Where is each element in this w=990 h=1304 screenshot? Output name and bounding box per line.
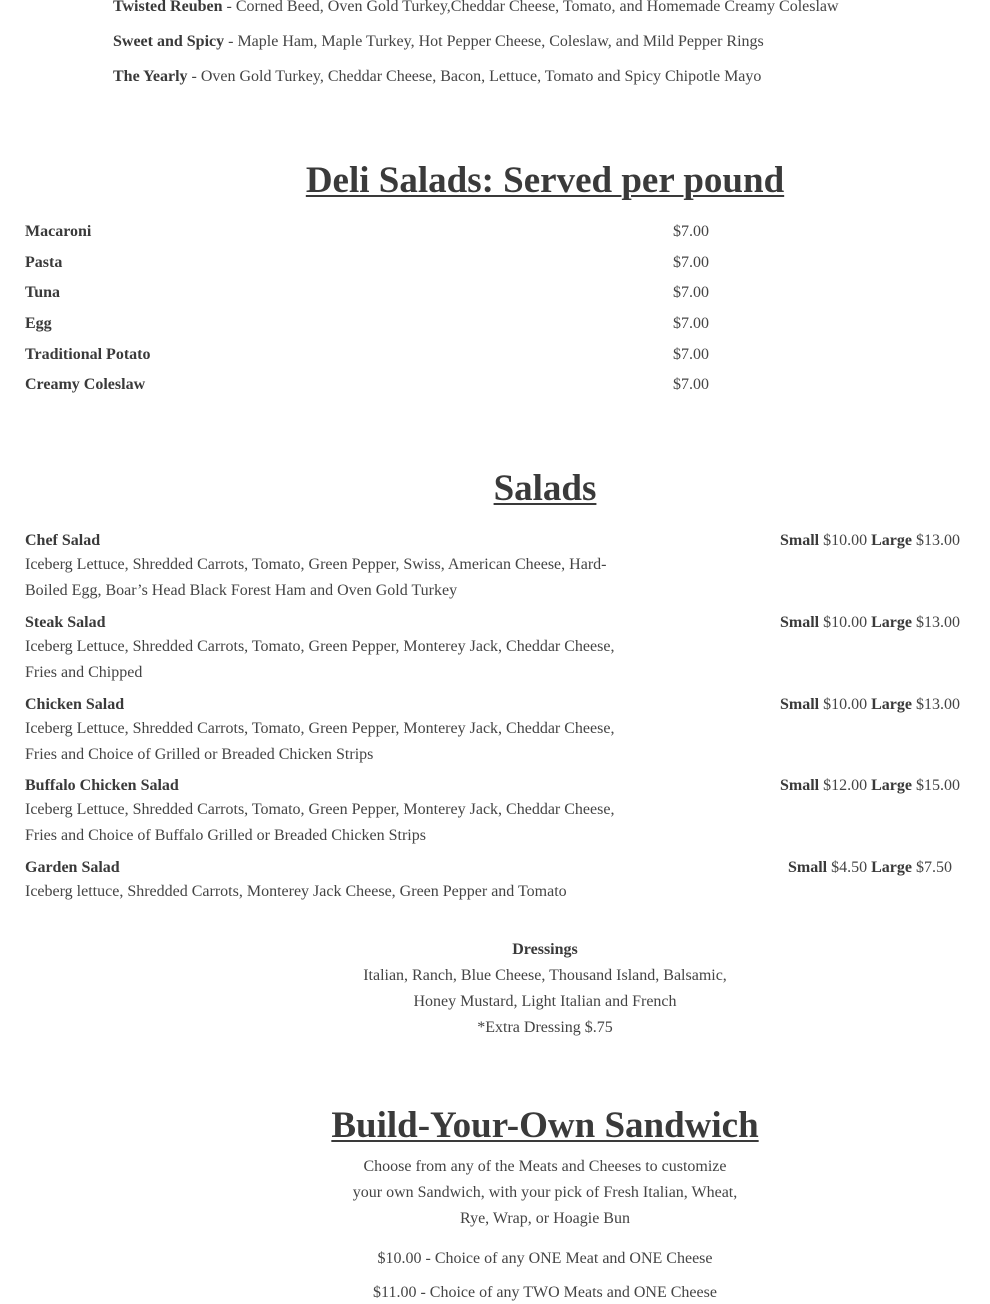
sandwich-desc: - Oven Gold Turkey, Cheddar Cheese, Bacon, Lettuce, Tomato and Spicy Chipotle Mayo: [187, 68, 762, 85]
sandwich-desc: - Corned Beed, Oven Gold Turkey,Cheddar Cheese, Tomato, and Homemade Creamy Coleslaw: [222, 0, 839, 15]
build-option: $11.00 - Choice of any TWO Meats and ONE Cheese: [373, 1284, 717, 1301]
deli-salad-name: Pasta: [25, 254, 63, 271]
deli-salad-row: [25, 374, 725, 396]
build-your-own-description: [0, 1154, 990, 1232]
build-option: $10.00 - Choice of any ONE Meat and ONE Cheese: [377, 1250, 713, 1267]
deli-salad-price: $7.00: [673, 284, 709, 301]
small-price: $10.00: [819, 696, 872, 713]
salad-name: Steak Salad: [25, 614, 106, 631]
salad-prices: [780, 775, 960, 797]
deli-salad-row: [25, 313, 725, 335]
sandwich-name: Sweet and Spicy: [113, 33, 225, 50]
large-label: Large: [871, 777, 912, 794]
large-label: Large: [871, 696, 912, 713]
small-price: $10.00: [819, 532, 872, 549]
small-price: $12.00: [819, 777, 872, 794]
small-price: $4.50: [827, 859, 872, 876]
salad-prices: [788, 857, 952, 879]
sandwich-item: [113, 67, 761, 87]
dressings-list-line: Honey Mustard, Light Italian and French: [413, 993, 677, 1010]
large-price: $7.50: [912, 859, 952, 876]
salad-name: Chef Salad: [25, 532, 101, 549]
large-label: Large: [871, 859, 912, 876]
deli-salad-row: [25, 252, 725, 274]
sandwich-name: Twisted Reuben: [113, 0, 223, 15]
salad-name: Chicken Salad: [25, 696, 125, 713]
deli-salad-price: $7.00: [673, 315, 709, 332]
salad-desc: Iceberg Lettuce, Shredded Carrots, Tomato, Green Pepper, Monterey Jack, Cheddar Cheese, Fries and Chipped: [25, 638, 615, 681]
build-desc-line: Choose from any of the Meats and Cheeses to customize: [363, 1158, 727, 1175]
salad-prices: [780, 694, 960, 716]
salad-desc: Iceberg Lettuce, Shredded Carrots, Tomato, Green Pepper, Monterey Jack, Cheddar Cheese, Fries and Choice of Grilled or Breaded Chicken Strips: [25, 720, 615, 763]
salad-desc: Iceberg Lettuce, Shredded Carrots, Tomato, Green Pepper, Monterey Jack, Cheddar Cheese, Fries and Choice of Buffalo Grilled or Breaded Chicken Strips: [25, 801, 615, 844]
salad-name: Buffalo Chicken Salad: [25, 777, 179, 794]
sandwich-item: [113, 32, 764, 52]
salad-desc: Iceberg lettuce, Shredded Carrots, Monterey Jack Cheese, Green Pepper and Tomato: [25, 883, 567, 900]
extra-dressing-note: *Extra Dressing $.75: [477, 1019, 613, 1036]
salad-item: [25, 775, 960, 848]
dressings-title: Dressings: [512, 941, 578, 958]
deli-salad-row: [25, 282, 725, 304]
large-label: Large: [871, 532, 912, 549]
deli-salad-price: $7.00: [673, 223, 709, 240]
deli-salad-price: $7.00: [673, 254, 709, 271]
salad-item: [25, 530, 960, 603]
small-label: Small: [780, 777, 820, 794]
sandwich-desc: - Maple Ham, Maple Turkey, Hot Pepper Cheese, Coleslaw, and Mild Pepper Rings: [224, 33, 764, 50]
small-label: Small: [780, 614, 820, 631]
build-your-own-heading: Build-Your-Own Sandwich: [331, 1105, 759, 1146]
large-price: $13.00: [912, 696, 960, 713]
dressings-block: [0, 937, 990, 1041]
deli-salad-name: Macaroni: [25, 223, 92, 240]
small-price: $10.00: [819, 614, 872, 631]
small-label: Small: [780, 696, 820, 713]
deli-salad-name: Traditional Potato: [25, 346, 151, 363]
deli-salad-row: [25, 221, 725, 243]
small-label: Small: [780, 532, 820, 549]
sandwich-name: The Yearly: [113, 68, 188, 85]
deli-salad-price: $7.00: [673, 376, 709, 393]
build-desc-line: your own Sandwich, with your pick of Fresh Italian, Wheat,: [352, 1184, 738, 1201]
salad-item: [25, 612, 960, 685]
build-desc-line: Rye, Wrap, or Hoagie Bun: [460, 1210, 630, 1227]
salad-item: [25, 857, 960, 905]
large-label: Large: [871, 614, 912, 631]
deli-salad-name: Tuna: [25, 284, 60, 301]
dressings-list-line: Italian, Ranch, Blue Cheese, Thousand Island, Balsamic,: [363, 967, 727, 984]
sandwich-item: [113, 0, 839, 17]
large-price: $13.00: [912, 614, 960, 631]
large-price: $15.00: [912, 777, 960, 794]
deli-salad-row: [25, 344, 725, 366]
salad-prices: [780, 530, 960, 552]
small-label: Small: [788, 859, 828, 876]
salads-heading: Salads: [493, 468, 597, 509]
salad-desc: Iceberg Lettuce, Shredded Carrots, Tomato, Green Pepper, Swiss, American Cheese, Hard-Boiled Egg, Boar’s Head Black Forest Ham and Oven Gold Turkey: [25, 556, 607, 599]
deli-salad-price: $7.00: [673, 346, 709, 363]
salad-name: Garden Salad: [25, 859, 120, 876]
large-price: $13.00: [912, 532, 960, 549]
salad-prices: [780, 612, 960, 634]
deli-salad-name: Egg: [25, 315, 52, 332]
salad-item: [25, 694, 960, 767]
deli-salad-name: Creamy Coleslaw: [25, 376, 146, 393]
deli-salads-heading: Deli Salads: Served per pound: [305, 160, 785, 201]
